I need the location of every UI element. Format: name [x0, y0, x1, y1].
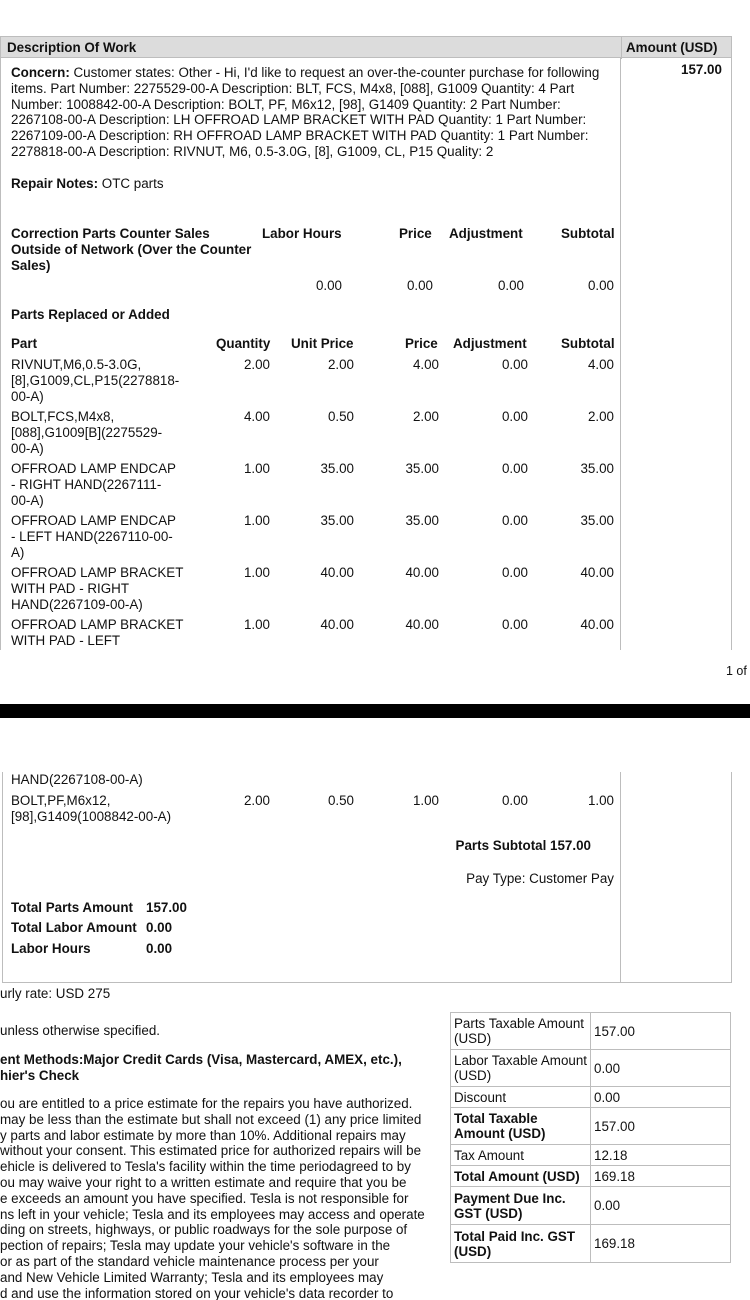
- subtotal-cell: 1.00: [587, 793, 614, 808]
- concern-text: Concern: Customer states: Other - Hi, I'd like to request an over-the-counter purchase for following items. Part Number: 2275529-00-A Description: BLT, FCS, M4x8, [088], G1009 Quantity: 4 Part Number: 1008842-00-A Description: BOLT, PF, M6x12, [98], G1409 Quantity: 2 Part Number: 2267108-00-A Description: LH OFFROAD LAMP BRACKET WITH PAD Quantity: 1 Part Number: 2267109-00-A Description: RH OFFROAD LAMP BRACKET WITH PAD Quantity: 1 Part Number: 2278818-00-A Description: RIVNUT, M6, 0.5-3.0G, [8], G1009, CL, P15 Quality: 2: [11, 65, 600, 159]
- subtotal-cell: 40.00: [580, 617, 614, 632]
- adjustment-cell: 0.00: [501, 409, 528, 424]
- subtotal-cell: 40.00: [580, 565, 614, 580]
- part-name-continued: HAND(2267108-00-A): [11, 772, 143, 787]
- quantity-cell: 1.00: [243, 513, 270, 528]
- summary-row: Labor Taxable Amount (USD) 0.00: [451, 1050, 731, 1087]
- price-cell: 35.00: [405, 461, 439, 476]
- part-name: OFFROAD LAMP ENDCAP - LEFT HAND(2267110-00- A): [11, 513, 176, 560]
- adjustment-cell: 0.00: [501, 793, 528, 808]
- total-parts-value: 157.00: [146, 900, 187, 915]
- quantity-cell: 2.00: [243, 357, 270, 372]
- adjustment-cell: 0.00: [501, 617, 528, 632]
- adjustment-cell: 0.00: [501, 461, 528, 476]
- correction-subtotal: 0.00: [587, 278, 614, 293]
- quantity-cell: 1.00: [243, 461, 270, 476]
- price-header: Price: [405, 336, 438, 351]
- work-table-header: [0, 36, 732, 58]
- summary-row: Payment Due Inc. GST (USD) 0.00: [451, 1187, 731, 1225]
- summary-row: Parts Taxable Amount (USD) 157.00: [451, 1013, 731, 1050]
- subtotal-cell: 4.00: [587, 357, 614, 372]
- quantity-cell: 1.00: [243, 565, 270, 580]
- quantity-header: Quantity: [216, 336, 271, 351]
- page-number: 1 of: [726, 664, 747, 678]
- amount-header: Amount (USD): [626, 40, 718, 55]
- page-break-bar: [0, 704, 750, 718]
- part-name: BOLT,PF,M6x12, [98],G1409(1008842-00-A): [11, 793, 172, 824]
- quantity-cell: 1.00: [243, 617, 270, 632]
- price-cell: 40.00: [405, 617, 439, 632]
- terms-text: ou are entitled to a price estimate for the repairs you have authorized. may be less than the estimate but shall not exceed (1) any price limited y parts and labor estimate by more than 10%. Additional repairs may without your consent. This estimated price for authorized repairs will be ehicle is delivered to Tesla's facility within the time periodagreed to by ou may waive your right to a written estimate and require that you be e exceeds an amount you have specified. Tesla is not responsible for ns left in your vehicle; Tesla and its employees may access and operate ding on streets, highways, or public roadways for the sole purpose of pection of repairs; Tesla may update your vehicle's software in the or as part of the standard vehicle maintenance process per your and New Vehicle Limited Warranty; Tesla and its employees may d and use the information stored on your vehicle's data recorder to: [0, 1096, 425, 1300]
- price-cell: 35.00: [405, 513, 439, 528]
- unit-price-header: Unit Price: [291, 336, 354, 351]
- correction-subtotal-header: Subtotal: [561, 226, 615, 241]
- subtotal-header: Subtotal: [561, 336, 615, 351]
- price-cell: 2.00: [412, 409, 439, 424]
- unit-price-cell: 40.00: [320, 565, 354, 580]
- price-cell: 4.00: [412, 357, 439, 372]
- part-header: Part: [11, 336, 38, 351]
- adjustment-cell: 0.00: [501, 565, 528, 580]
- repair-notes: Repair Notes: OTC parts: [11, 176, 164, 191]
- parts-section-title: Parts Replaced or Added: [11, 307, 170, 322]
- correction-adjustment: 0.00: [497, 278, 524, 293]
- hourly-rate: urly rate: USD 275: [0, 986, 111, 1001]
- correction-labor-hours: 0.00: [315, 278, 342, 293]
- parts-subtotal: Parts Subtotal 157.00: [455, 838, 591, 853]
- summary-table: [450, 1012, 731, 1263]
- total-parts-label: Total Parts Amount: [11, 900, 134, 915]
- unit-price-cell: 0.50: [327, 409, 354, 424]
- unit-price-cell: 35.00: [320, 513, 354, 528]
- adjustment-header: Adjustment: [453, 336, 527, 351]
- price-cell: 1.00: [412, 793, 439, 808]
- part-name: OFFROAD LAMP BRACKET WITH PAD - LEFT: [11, 617, 184, 648]
- subtotal-cell: 2.00: [587, 409, 614, 424]
- description-header: Description Of Work: [7, 40, 137, 55]
- concern-label: Concern:: [11, 65, 70, 80]
- price-cell: 40.00: [405, 565, 439, 580]
- correction-adjustment-header: Adjustment: [449, 226, 523, 241]
- subtotal-cell: 35.00: [580, 513, 614, 528]
- correction-labor-hours-header: Labor Hours: [262, 226, 342, 241]
- pay-type: Pay Type: Customer Pay: [466, 871, 614, 886]
- part-name: RIVNUT,M6,0.5-3.0G, [8],G1009,CL,P15(2278818- 00-A): [11, 357, 180, 404]
- summary-row: Discount 0.00: [451, 1087, 731, 1108]
- job-amount: 157.00: [681, 62, 722, 77]
- labor-hours-label: Labor Hours: [11, 941, 91, 956]
- summary-row: Total Amount (USD) 169.18: [451, 1166, 731, 1187]
- payment-methods: ent Methods:Major Credit Cards (Visa, Mastercard, AMEX, etc.), hier's Check: [0, 1052, 402, 1083]
- adjustment-cell: 0.00: [501, 357, 528, 372]
- summary-row: Total Paid Inc. GST (USD) 169.18: [451, 1225, 731, 1263]
- correction-price: 0.00: [406, 278, 433, 293]
- unit-price-cell: 2.00: [327, 357, 354, 372]
- summary-row: Total Taxable Amount (USD) 157.00: [451, 1108, 731, 1145]
- correction-price-header: Price: [399, 226, 432, 241]
- subtotal-cell: 35.00: [580, 461, 614, 476]
- part-name: OFFROAD LAMP BRACKET WITH PAD - RIGHT HAND(2267109-00-A): [11, 565, 184, 612]
- summary-row: Tax Amount 12.18: [451, 1145, 731, 1166]
- total-labor-label: Total Labor Amount: [11, 920, 137, 935]
- correction-title: Correction Parts Counter Sales Outside of Network (Over the Counter Sales): [11, 226, 252, 273]
- part-name: OFFROAD LAMP ENDCAP - RIGHT HAND(2267111- 00-A): [11, 461, 176, 508]
- part-name: BOLT,FCS,M4x8, [088],G1009[B](2275529- 00-A): [11, 409, 163, 456]
- total-labor-value: 0.00: [146, 920, 173, 935]
- unit-price-cell: 35.00: [320, 461, 354, 476]
- quantity-cell: 4.00: [243, 409, 270, 424]
- quantity-cell: 2.00: [243, 793, 270, 808]
- unit-price-cell: 0.50: [327, 793, 354, 808]
- labor-hours-value: 0.00: [146, 941, 173, 956]
- unit-price-cell: 40.00: [320, 617, 354, 632]
- adjustment-cell: 0.00: [501, 513, 528, 528]
- terms-unless: unless otherwise specified.: [0, 1023, 161, 1038]
